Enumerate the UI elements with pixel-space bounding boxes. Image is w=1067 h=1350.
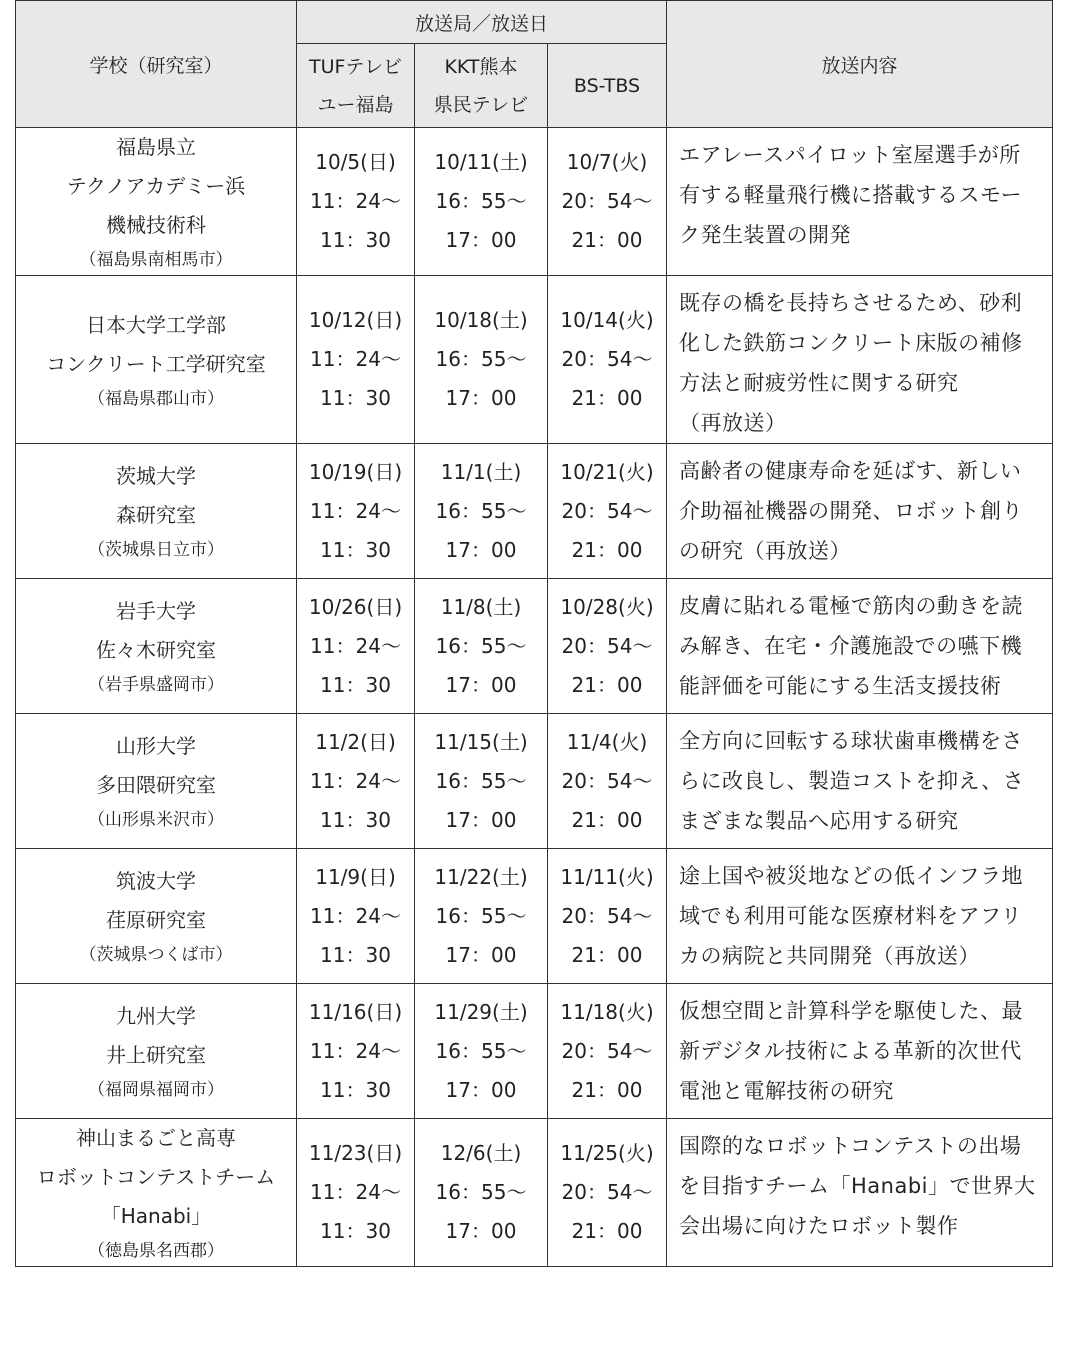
broadcast-end-time: 21：00 xyxy=(571,672,643,697)
broadcast-content-cell: 高齢者の健康寿命を延ばす、新しい介助福祉機器の開発、ロボット創りの研究（再放送） xyxy=(667,444,1053,579)
school-name-line: 井上研究室 xyxy=(106,1043,206,1067)
broadcast-bstbs-cell xyxy=(548,714,667,849)
broadcast-tuf-cell xyxy=(297,849,415,984)
broadcast-start-time: 20：54〜 xyxy=(561,347,653,371)
broadcast-kkt-cell xyxy=(415,579,548,714)
broadcast-date: 10/18(土) xyxy=(434,308,528,332)
school-location: （山形県米沢市） xyxy=(88,810,224,830)
broadcast-start-time: 20：54〜 xyxy=(561,189,653,213)
broadcast-date: 12/6(土) xyxy=(440,1141,522,1165)
broadcast-kkt-cell xyxy=(415,984,548,1119)
broadcast-date: 11/25(火) xyxy=(560,1141,654,1165)
broadcast-end-time: 17：00 xyxy=(445,807,517,832)
broadcast-date: 11/11(火) xyxy=(560,864,654,889)
broadcast-start-time: 16：55〜 xyxy=(435,903,527,928)
school-cell xyxy=(16,444,297,579)
broadcast-date: 10/5(日) xyxy=(315,150,396,174)
broadcast-content-cell: 仮想空間と計算科学を駆使した、最新デジタル技術による革新的次世代電池と電解技術の研究 xyxy=(667,984,1053,1119)
school-name-line: 日本大学工学部 xyxy=(86,312,226,337)
school-name-line: 山形大学 xyxy=(116,734,196,758)
table-row xyxy=(16,1119,1053,1267)
broadcast-end-time: 17：00 xyxy=(445,1219,517,1243)
broadcast-date: 10/19(日) xyxy=(308,459,403,484)
broadcast-tuf-cell xyxy=(297,276,415,444)
school-location: （福岡県福岡市） xyxy=(88,1080,224,1100)
broadcast-date: 10/21(火) xyxy=(560,459,654,484)
school-cell xyxy=(16,849,297,984)
table-row xyxy=(16,849,1053,984)
header-station-group: 放送局／放送日 xyxy=(297,1,667,44)
school-cell xyxy=(16,984,297,1119)
broadcast-end-time: 17：00 xyxy=(445,942,517,967)
broadcast-content-cell: 既存の橋を長持ちさせるため、砂利化した鉄筋コンクリート床版の補修方法と耐疲労性に関する研究 （再放送） xyxy=(667,276,1053,444)
broadcast-kkt-cell xyxy=(415,128,548,276)
table-row xyxy=(16,444,1053,579)
broadcast-bstbs-cell xyxy=(548,579,667,714)
broadcast-end-time: 11：30 xyxy=(320,942,391,967)
broadcast-date: 10/11(土) xyxy=(434,150,528,174)
broadcast-date: 11/15(土) xyxy=(434,729,528,754)
broadcast-tuf-cell xyxy=(297,444,415,579)
broadcast-tuf-cell xyxy=(297,579,415,714)
broadcast-start-time: 11：24〜 xyxy=(310,768,401,793)
school-name-line: 「Hanabi」 xyxy=(100,1204,212,1228)
broadcast-date: 11/16(日) xyxy=(308,999,403,1024)
broadcast-end-time: 17：00 xyxy=(445,672,517,697)
school-cell xyxy=(16,1119,297,1267)
broadcast-start-time: 11：24〜 xyxy=(310,189,401,213)
school-location: （徳島県名西郡） xyxy=(88,1241,224,1261)
broadcast-start-time: 11：24〜 xyxy=(310,903,401,928)
broadcast-end-time: 11：30 xyxy=(320,807,391,832)
broadcast-date: 10/12(日) xyxy=(308,308,403,332)
broadcast-start-time: 11：24〜 xyxy=(310,1180,401,1204)
broadcast-end-time: 11：30 xyxy=(320,1219,391,1243)
broadcast-start-time: 20：54〜 xyxy=(561,768,653,793)
broadcast-start-time: 11：24〜 xyxy=(310,498,401,523)
broadcast-start-time: 20：54〜 xyxy=(561,633,653,658)
broadcast-tuf-cell xyxy=(297,984,415,1119)
school-location: （福島県郡山市） xyxy=(88,388,224,409)
broadcast-tuf-cell xyxy=(297,1119,415,1267)
school-location: （茨城県つくば市） xyxy=(79,945,233,965)
header-station-line: 県民テレビ xyxy=(433,93,529,116)
school-name-line: 九州大学 xyxy=(116,1004,196,1028)
header-station-line: TUFテレビ xyxy=(308,55,403,78)
broadcast-date: 11/9(日) xyxy=(315,864,396,889)
school-name-line: 神山まるごと高専 xyxy=(76,1126,236,1150)
broadcast-end-time: 21：00 xyxy=(571,228,643,252)
broadcast-kkt-cell xyxy=(415,276,548,444)
broadcast-bstbs-cell xyxy=(548,128,667,276)
broadcast-end-time: 21：00 xyxy=(571,1219,643,1243)
broadcast-start-time: 11：24〜 xyxy=(310,1038,401,1063)
schedule-rows xyxy=(16,128,1053,1267)
broadcast-content-cell: エアレースパイロット室屋選手が所有する軽量飛行機に搭載するスモーク発生装置の開発 xyxy=(667,128,1053,276)
header-station-line: KKT熊本 xyxy=(444,55,518,78)
broadcast-kkt-cell xyxy=(415,714,548,849)
broadcast-start-time: 16：55〜 xyxy=(435,768,527,793)
table-row xyxy=(16,276,1053,444)
broadcast-bstbs-cell xyxy=(548,276,667,444)
broadcast-date: 11/4(火) xyxy=(566,729,648,754)
school-location: （福島県南相馬市） xyxy=(79,250,233,270)
broadcast-end-time: 17：00 xyxy=(445,537,517,562)
school-name-line: 筑波大学 xyxy=(116,869,196,893)
header-school: 学校（研究室） xyxy=(16,1,297,128)
school-name-line: 福島県立 xyxy=(116,135,196,159)
school-name-line: コンクリート工学研究室 xyxy=(46,351,266,376)
school-name-line: 森研究室 xyxy=(116,503,196,527)
broadcast-kkt-cell xyxy=(415,849,548,984)
broadcast-kkt-cell xyxy=(415,1119,548,1267)
broadcast-date: 11/18(火) xyxy=(560,999,654,1024)
broadcast-bstbs-cell xyxy=(548,984,667,1119)
broadcast-start-time: 11：24〜 xyxy=(310,347,401,371)
broadcast-bstbs-cell xyxy=(548,444,667,579)
header-content: 放送内容 xyxy=(667,1,1053,128)
header-station-bstbs: BS-TBS xyxy=(548,44,667,128)
school-name-line: ロボットコンテストチーム xyxy=(36,1165,276,1189)
table-row xyxy=(16,984,1053,1119)
school-name-line: 岩手大学 xyxy=(116,599,196,623)
broadcast-bstbs-cell xyxy=(548,849,667,984)
school-name-line: 茨城大学 xyxy=(116,464,196,488)
school-name-line: 多田隈研究室 xyxy=(96,773,216,797)
broadcast-start-time: 16：55〜 xyxy=(435,1180,527,1204)
table-row xyxy=(16,714,1053,849)
school-location: （茨城県日立市） xyxy=(88,540,224,560)
broadcast-end-time: 17：00 xyxy=(445,228,517,252)
school-cell xyxy=(16,579,297,714)
broadcast-content-cell: 皮膚に貼れる電極で筋肉の動きを読み解き、在宅・介護施設での嚥下機能評価を可能にする生活支援技術 xyxy=(667,579,1053,714)
broadcast-date: 11/22(土) xyxy=(434,864,528,889)
broadcast-kkt-cell xyxy=(415,444,548,579)
header-station-kkt xyxy=(415,44,548,128)
broadcast-start-time: 20：54〜 xyxy=(561,1038,653,1063)
broadcast-end-time: 11：30 xyxy=(320,672,391,697)
broadcast-start-time: 16：55〜 xyxy=(435,347,527,371)
school-location: （岩手県盛岡市） xyxy=(88,675,224,695)
broadcast-start-time: 20：54〜 xyxy=(561,1180,653,1204)
broadcast-start-time: 20：54〜 xyxy=(561,903,653,928)
broadcast-start-time: 16：55〜 xyxy=(435,498,527,523)
broadcast-date: 11/1(土) xyxy=(440,459,522,484)
broadcast-end-time: 11：30 xyxy=(320,386,391,410)
broadcast-start-time: 16：55〜 xyxy=(435,1038,527,1063)
school-name-line: 佐々木研究室 xyxy=(96,638,216,662)
school-name-line: テクノアカデミー浜 xyxy=(66,174,246,198)
broadcast-start-time: 11：24〜 xyxy=(310,633,401,658)
broadcast-date: 10/7(火) xyxy=(566,150,648,174)
broadcast-start-time: 16：55〜 xyxy=(435,633,527,658)
table-row xyxy=(16,128,1053,276)
school-name-line: 機械技術科 xyxy=(106,213,206,237)
broadcast-content-cell: 全方向に回転する球状歯車機構をさらに改良し、製造コストを抑え、さまざまな製品へ応用する研究 xyxy=(667,714,1053,849)
broadcast-date: 11/23(日) xyxy=(308,1141,403,1165)
broadcast-start-time: 20：54〜 xyxy=(561,498,653,523)
school-cell xyxy=(16,276,297,444)
broadcast-content-cell: 途上国や被災地などの低インフラ地域でも利用可能な医療材料をアフリカの病院と共同開発（再放送） xyxy=(667,849,1053,984)
broadcast-date: 10/28(火) xyxy=(560,594,654,619)
broadcast-content-cell: 国際的なロボットコンテストの出場を目指すチーム「Hanabi」で世界大会出場に向けたロボット製作 xyxy=(667,1119,1053,1267)
broadcast-end-time: 21：00 xyxy=(571,537,643,562)
broadcast-date: 10/14(火) xyxy=(560,308,654,332)
broadcast-date: 10/26(日) xyxy=(308,594,403,619)
broadcast-tuf-cell xyxy=(297,128,415,276)
broadcast-end-time: 21：00 xyxy=(571,1077,643,1102)
broadcast-end-time: 21：00 xyxy=(571,942,643,967)
broadcast-end-time: 11：30 xyxy=(320,537,391,562)
header-station-tuf xyxy=(297,44,415,128)
broadcast-end-time: 21：00 xyxy=(571,386,643,410)
broadcast-bstbs-cell xyxy=(548,1119,667,1267)
broadcast-end-time: 21：00 xyxy=(571,807,643,832)
broadcast-end-time: 11：30 xyxy=(320,1077,391,1102)
broadcast-end-time: 17：00 xyxy=(445,386,517,410)
broadcast-start-time: 16：55〜 xyxy=(435,189,527,213)
broadcast-date: 11/8(土) xyxy=(440,594,522,619)
school-cell xyxy=(16,128,297,276)
school-name-line: 荏原研究室 xyxy=(106,908,206,932)
broadcast-schedule-table xyxy=(15,0,1053,1267)
header-station-line: ユー福島 xyxy=(317,93,394,116)
school-cell xyxy=(16,714,297,849)
broadcast-tuf-cell xyxy=(297,714,415,849)
broadcast-end-time: 17：00 xyxy=(445,1077,517,1102)
broadcast-date: 11/29(土) xyxy=(434,999,528,1024)
broadcast-date: 11/2(日) xyxy=(315,729,396,754)
broadcast-end-time: 11：30 xyxy=(320,228,391,252)
table-row xyxy=(16,579,1053,714)
